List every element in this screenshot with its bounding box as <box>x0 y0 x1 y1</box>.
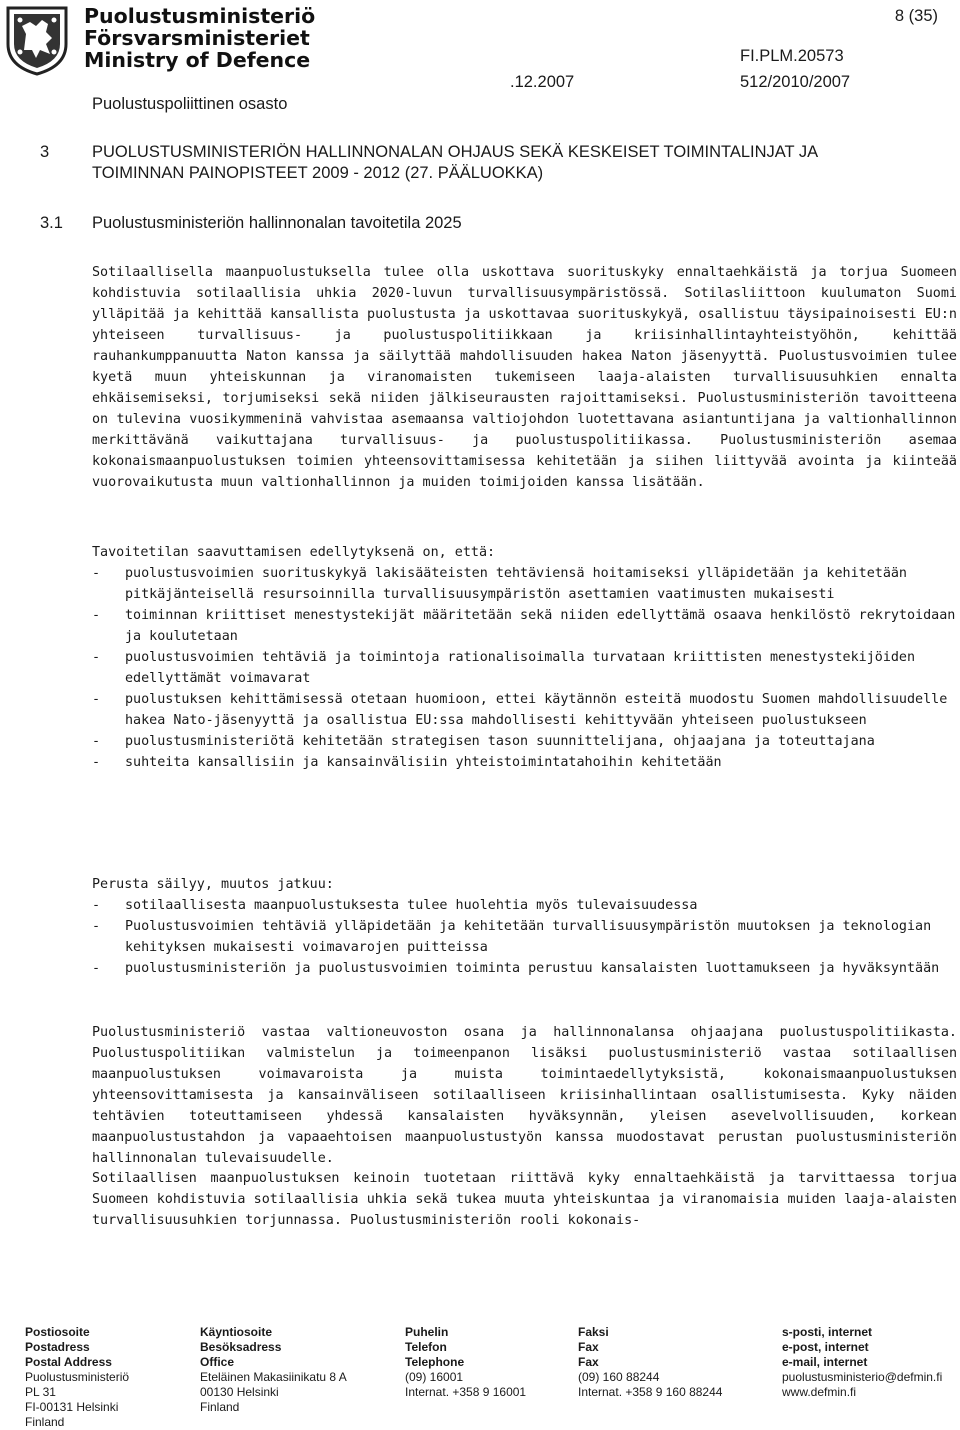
footer-value: Finland <box>200 1400 240 1414</box>
page-number: 8 (35) <box>894 7 938 25</box>
list-item: - puolustusvoimien tehtäviä ja toimintoja rationalisoimalla turvataan kriittisten menestystekijöiden edellyttämät voimavarat <box>92 650 916 686</box>
basis-list <box>92 895 957 979</box>
list-item: - puolustuksen kehittämisessä otetaan huomioon, ettei käytännön esteitä muodostu Suomen mahdollisuudelle hakea Nato-jäsenyyttä ja osallistua EU:ssa mahdollisesti kehittyvään yhteiseen puolustukseen <box>92 692 948 728</box>
footer-email <box>782 1325 942 1400</box>
list-item: - toiminnan kriittiset menestystekijät määritetään sekä niiden edellyttämä osaava henkilöstö rekrytoidaan ja koulutetaan <box>92 608 956 644</box>
list-item-text: Puolustusvoimien tehtäviä ylläpidetään ja kehitetään turvallisuusympäristön muutoksen ja teknologian kehityksen mukaisesti voimavarojen puitteissa <box>125 919 932 955</box>
conditions-list <box>92 563 957 773</box>
list-item: - sotilaallisesta maanpuolustuksesta tulee huolehtia myös tulevaisuudessa <box>92 898 698 913</box>
section-number: 3 <box>40 143 50 161</box>
ministry-name-swedish: Försvarsministeriet <box>84 26 310 50</box>
list-item-text: puolustusvoimien suorituskykyä lakisääteisten tehtäviensä hoitamiseksi ylläpidetään ja kehitetään pitkäjänteisellä resursoinnilla turvallisuusympäristön asettamien vaatimusten mukaisesti <box>125 566 907 602</box>
list-item: - puolustusministeriön ja puolustusvoimien toiminta perustuu kansalaisten luottamukseen ja hyväksyntään <box>92 961 940 976</box>
list-item: - puolustusvoimien suorituskykyä lakisääteisten tehtäviensä hoitamiseksi ylläpidetään ja kehitetään pitkäjänteisellä resursoinnilla turvallisuusympäristön asettamien vaatimusten mukaisesti <box>92 566 907 602</box>
footer-heading: Besöksadress <box>200 1340 282 1354</box>
footer-value: (09) 160 88244 <box>578 1370 660 1384</box>
footer-value: 00130 Helsinki <box>200 1385 279 1399</box>
section-title-line: PUOLUSTUSMINISTERIÖN HALLINNONALAN OHJAUS SEKÄ KESKEISET TOIMINTALINJAT JA <box>92 143 819 161</box>
subsection-title: Puolustusministeriön hallinnonalan tavoitetila 2025 <box>92 214 462 232</box>
department-name: Puolustuspoliittinen osasto <box>92 95 288 113</box>
list-item: - Puolustusvoimien tehtäviä ylläpidetään ja kehitetään turvallisuusympäristön muutoksen ja teknologian kehityksen mukaisesti voimavarojen puitteissa <box>92 919 932 955</box>
section-heading <box>40 142 920 184</box>
list-item-text: suhteita kansallisiin ja kansainvälisiin yhteistoimintatahoihin kehitetään <box>125 755 722 770</box>
footer-heading: Telephone <box>405 1355 465 1369</box>
footer-heading: Puhelin <box>405 1325 449 1339</box>
footer-heading: e-mail, internet <box>782 1355 868 1369</box>
responsibilities-paragraph: Puolustusministeriö vastaa valtioneuvoston osana ja hallinnonalansa ohjaajana puolustuspolitiikasta. Puolustuspolitiikan valmistelun ja toimeenpanon lisäksi puolustusministeriö vastaa sotilaallisen maanpuolustuksen voimavaroista ja muista toimintaedellytyksistä, kokonaismaanpuolustuksen yhteensovittamisesta ja kansainväliseen sotilaalliseen kriisinhallintaan osallistumisesta. Kyky näiden tehtävien toteuttamiseen yhdessä kansalaisten hyväksynnän, yleisen asevelvollisuuden, korkean maanpuolustustahdon ja vapaaehtoisen maanpuolustustyön kanssa muodostavat perustan puolustusministeriön hallinnonalan tulevaisuudelle. <box>92 1025 957 1166</box>
footer-heading: e-post, internet <box>782 1340 869 1354</box>
footer-website-link[interactable]: www.defmin.fi <box>782 1385 857 1399</box>
footer-value: PL 31 <box>25 1385 56 1399</box>
footer-heading: Faksi <box>578 1325 609 1339</box>
footer-heading: Postiosoite <box>25 1325 90 1339</box>
footer-value: Internat. +358 9 160 88244 <box>578 1385 723 1399</box>
list-item-text: toiminnan kriittiset menestystekijät määritetään sekä niiden edellyttämä osaava henkilöstö rekrytoidaan ja koulutetaan <box>125 608 956 644</box>
intro-paragraph: Sotilaallisella maanpuolustuksella tulee olla uskottava suorituskyky ennaltaehkäistä ja torjua Suomeen kohdistuvia sotilaallisia uhkia 2020-luvun turvallisuusympäristössä. Sotilasliittoon kuulumaton Suomi ylläpitää ja kehittää kansallista puolustusta ja uskottavaa suorituskykyä, osallistuu täysipainoisesti EU:n yhteiseen turvallisuus- ja puolustuspolitiikkaan ja kriisinhallintayhteistyöhön, kehittää rauhankumppanuutta Naton kanssa ja säilyttää mahdollisuuden hakea Naton jäsenyyttä. Puolustusvoimien tulee kyetä muun yhteiskunnan ja viranomaisten tukemiseen laaja-alaisten turvallisuusuhkien ennalta ehkäisemiseksi, torjumiseksi sekä niiden jälkiseurausten rajoittamiseksi. Puolustusministeriön tavoitteena on tulevina vuosikymmeninä vahvistaa asemaansa valtiojohdon luotettavana asiantuntijana ja valtionhallinnon merkittävänä vaikuttajana turvallisuus- ja puolustuspolitiikassa. Puolustusministeriön asemaa kokonaismaanpuolustuksen toimien yhteensovittamisessa kehitetään ja siihen liittyvää avointa ja kiinteää vuorovaikutusta muun valtionhallinnon ja muiden toimijoiden kanssa lisätään. <box>92 265 957 490</box>
ministry-name-finnish: Puolustusministeriö <box>84 4 316 28</box>
footer-value: Puolustusministeriö <box>25 1370 130 1384</box>
footer-value: Eteläinen Makasiinikatu 8 A <box>200 1370 347 1384</box>
list-item-text: puolustusvoimien tehtäviä ja toimintoja rationalisoimalla turvataan kriittisten menestystekijöiden edellyttämät voimavarat <box>125 650 916 686</box>
footer-heading: Telefon <box>405 1340 447 1354</box>
footer-visiting-address <box>200 1325 347 1415</box>
footer-heading: Käyntiosoite <box>200 1325 273 1339</box>
footer-heading: s-posti, internet <box>782 1325 873 1339</box>
footer-postal-address <box>25 1325 129 1430</box>
section-title <box>92 142 920 184</box>
list-item: - puolustusministeriötä kehitetään strategisen tason suunnittelijana, ohjaajana ja toteuttajana <box>92 734 875 749</box>
footer-heading: Fax <box>578 1355 599 1369</box>
conditions-intro: Tavoitetilan saavuttamisen edellytyksenä on, että: <box>92 545 496 560</box>
footer-value: Finland <box>25 1415 65 1429</box>
section-title-line: TOIMINNAN PAINOPISTEET 2009 - 2012 (27. PÄÄLUOKKA) <box>92 164 544 182</box>
basis-intro: Perusta säilyy, muutos jatkuu: <box>92 877 334 892</box>
footer-heading: Fax <box>578 1340 599 1354</box>
subsection-number: 3.1 <box>40 214 63 232</box>
reference-code: FI.PLM.20573 <box>740 47 844 65</box>
list-item-text: puolustuksen kehittämisessä otetaan huomioon, ettei käytännön esteitä muodostu Suomen mahdollisuudelle hakea Nato-jäsenyyttä ja osallistua EU:ssa mahdollisesti kehittyvään yhteiseen puolustukseen <box>125 692 948 728</box>
subsection-heading <box>40 214 462 233</box>
ministry-name-english: Ministry of Defence <box>84 48 311 72</box>
list-item-text: puolustusministeriötä kehitetään strategisen tason suunnittelijana, ohjaajana ja toteuttajana <box>125 734 875 749</box>
footer-heading: Office <box>200 1355 235 1369</box>
footer-value: (09) 16001 <box>405 1370 464 1384</box>
footer-heading: Postal Address <box>25 1355 112 1369</box>
footer-email-link[interactable]: puolustusministerio@defmin.fi <box>782 1370 943 1384</box>
document-date: .12.2007 <box>510 73 575 91</box>
military-defence-paragraph: Sotilaallisen maanpuolustuksen keinoin tuotetaan riittävä kyky ennaltaehkäistä ja tarvittaessa torjua Suomeen kohdistuvia sotilaallisia uhkia sekä tukea muuta yhteiskuntaa ja viranomaisia muiden laaja-alaisten turvallisuusuhkien torjunnassa. Puolustusministeriön rooli kokonais- <box>92 1171 957 1228</box>
footer-fax <box>578 1325 722 1400</box>
footer-phone <box>405 1325 526 1400</box>
list-item-text: puolustusministeriön ja puolustusvoimien toiminta perustuu kansalaisten luottamukseen ja hyväksyntään <box>125 961 940 976</box>
footer-value: Internat. +358 9 16001 <box>405 1385 527 1399</box>
coat-of-arms-logo <box>2 4 72 76</box>
list-item-text: sotilaallisesta maanpuolustuksesta tulee huolehtia myös tulevaisuudessa <box>125 898 698 913</box>
reference-number: 512/2010/2007 <box>740 73 851 91</box>
list-item: - suhteita kansallisiin ja kansainvälisiin yhteistoimintatahoihin kehitetään <box>92 755 722 770</box>
footer-heading: Postadress <box>25 1340 90 1354</box>
footer-value: FI-00131 Helsinki <box>25 1400 119 1414</box>
